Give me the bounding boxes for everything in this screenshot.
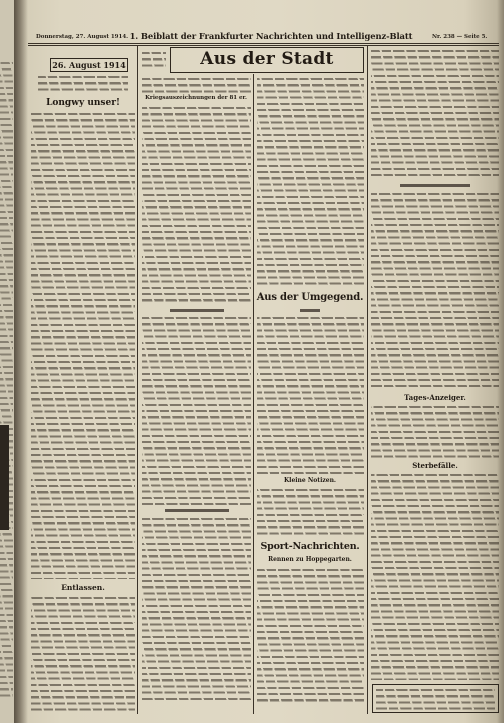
column-rule (367, 46, 368, 714)
binding-shadow (14, 0, 28, 723)
header-date: Donnerstag, 27. August 1914. (36, 34, 129, 40)
text-block (257, 76, 364, 288)
article-heading: Longwy unser! (46, 98, 120, 108)
section-title: Aus der Stadt (200, 49, 334, 69)
article-subheading: Rennen zu Hoppegarten. (268, 556, 352, 563)
text-block (142, 105, 251, 305)
article-heading: Sport-Nachrichten. (260, 541, 360, 552)
text-block (371, 472, 499, 680)
article-heading: Sterbefälle. (412, 461, 458, 470)
date-box-label: 26. August 1914 (52, 60, 126, 70)
header-title: 1. Beiblatt der Frankfurter Nachrichten und Intelligenz-Blatt (129, 31, 413, 41)
header-rule-lower (28, 45, 499, 46)
previous-page-dark-print (0, 425, 9, 530)
header-rule (28, 43, 499, 44)
text-block (31, 595, 135, 712)
text-block (371, 191, 499, 387)
column-rule (137, 46, 138, 714)
previous-page-text (0, 60, 13, 700)
article-heading: Tages-Anzeiger. (404, 393, 466, 402)
section-title-box (170, 47, 364, 73)
subheading-mark (400, 184, 470, 187)
header-page-number: Nr. 238 — Seite 5. (432, 34, 488, 40)
article-heading: Entlassen. (61, 583, 105, 592)
text-block (142, 76, 251, 93)
article-heading: Aus der Umgegend. (256, 292, 364, 303)
column-rule (253, 74, 254, 714)
text-block (371, 404, 499, 458)
text-block (142, 315, 251, 505)
text-block (257, 315, 364, 475)
subheading-mark (170, 309, 224, 312)
text-block (371, 48, 499, 178)
imprint-text (376, 687, 495, 710)
imprint-box (372, 684, 499, 713)
text-block (257, 487, 364, 537)
text-block (142, 50, 166, 70)
subheading-mark (300, 309, 320, 312)
subheading-mark (165, 509, 229, 512)
text-block (38, 74, 128, 93)
article-heading: Kriegsauszeichnungen der 81 er. (145, 95, 247, 101)
article-heading: Kleine Notizen. (283, 477, 337, 484)
text-block (31, 111, 135, 579)
text-block (257, 567, 364, 702)
text-block (142, 516, 251, 702)
date-box (50, 58, 128, 72)
